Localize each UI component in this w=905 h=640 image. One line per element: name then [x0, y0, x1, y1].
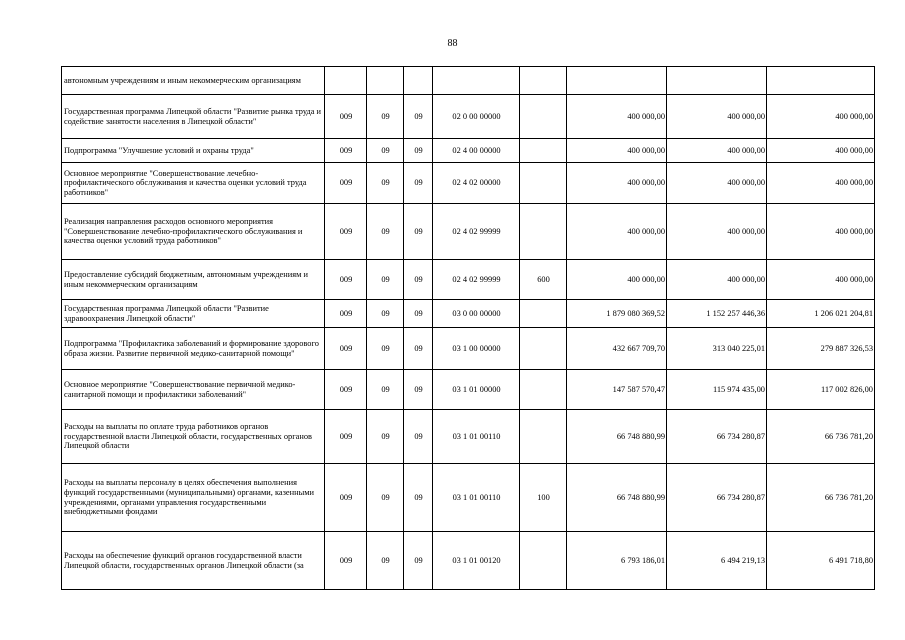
amount-year3-cell: 117 002 826,00 — [767, 370, 875, 410]
amount-year2-cell: 6 494 219,13 — [667, 532, 767, 590]
amount-year3-cell: 66 736 781,20 — [767, 410, 875, 464]
admin-code-cell: 009 — [325, 204, 367, 260]
expense-name-cell: Расходы на выплаты по оплате труда работников органов государственной власти Липецкой области, государственных органов Липецкой области — [62, 410, 325, 464]
expense-name-cell: Основное мероприятие "Совершенствование первичной медико-санитарной помощи и профилактики заболеваний" — [62, 370, 325, 410]
subsection-code-cell: 09 — [404, 328, 433, 370]
section-code-cell: 09 — [367, 95, 404, 139]
target-article-cell: 02 4 02 99999 — [433, 260, 520, 300]
section-code-cell: 09 — [367, 532, 404, 590]
expense-name-cell: Реализация направления расходов основного мероприятия "Совершенствование лечебно-профилактического обслуживания и качества оценки условий труда работников" — [62, 204, 325, 260]
target-article-cell: 03 1 01 00110 — [433, 464, 520, 532]
section-code-cell: 09 — [367, 204, 404, 260]
amount-year1-cell: 6 793 186,01 — [567, 532, 667, 590]
amount-year3-cell: 400 000,00 — [767, 139, 875, 163]
section-code-cell: 09 — [367, 410, 404, 464]
section-code-cell: 09 — [367, 464, 404, 532]
amount-year3-cell: 400 000,00 — [767, 163, 875, 204]
amount-year3-cell: 1 206 021 204,81 — [767, 300, 875, 328]
table-row — [62, 532, 875, 590]
target-article-cell: 02 0 00 00000 — [433, 95, 520, 139]
admin-code-cell: 009 — [325, 139, 367, 163]
target-article-cell: 03 1 01 00110 — [433, 410, 520, 464]
amount-year1-cell — [567, 67, 667, 95]
target-article-cell: 02 4 00 00000 — [433, 139, 520, 163]
subsection-code-cell: 09 — [404, 532, 433, 590]
expense-type-cell — [520, 300, 567, 328]
amount-year1-cell: 400 000,00 — [567, 260, 667, 300]
amount-year3-cell — [767, 67, 875, 95]
amount-year1-cell: 66 748 880,99 — [567, 464, 667, 532]
amount-year3-cell: 400 000,00 — [767, 204, 875, 260]
amount-year1-cell: 400 000,00 — [567, 139, 667, 163]
target-article-cell: 03 1 01 00000 — [433, 370, 520, 410]
expense-type-cell — [520, 95, 567, 139]
expense-name-cell: Государственная программа Липецкой области "Развитие рынка труда и содействие занятости населения в Липецкой области" — [62, 95, 325, 139]
target-article-cell: 03 1 01 00120 — [433, 532, 520, 590]
subsection-code-cell: 09 — [404, 260, 433, 300]
admin-code-cell: 009 — [325, 95, 367, 139]
amount-year3-cell: 6 491 718,80 — [767, 532, 875, 590]
expense-type-cell — [520, 410, 567, 464]
budget-table — [61, 66, 875, 590]
subsection-code-cell: 09 — [404, 370, 433, 410]
table-row — [62, 163, 875, 204]
amount-year2-cell — [667, 67, 767, 95]
expense-type-cell: 600 — [520, 260, 567, 300]
expense-type-cell — [520, 67, 567, 95]
admin-code-cell — [325, 67, 367, 95]
admin-code-cell: 009 — [325, 328, 367, 370]
table-row — [62, 95, 875, 139]
subsection-code-cell: 09 — [404, 300, 433, 328]
table-row — [62, 328, 875, 370]
section-code-cell: 09 — [367, 163, 404, 204]
table-row — [62, 464, 875, 532]
expense-type-cell — [520, 370, 567, 410]
amount-year1-cell: 400 000,00 — [567, 204, 667, 260]
expense-type-cell — [520, 532, 567, 590]
section-code-cell — [367, 67, 404, 95]
expense-type-cell: 100 — [520, 464, 567, 532]
subsection-code-cell: 09 — [404, 95, 433, 139]
expense-name-cell: Государственная программа Липецкой области "Развитие здравоохранения Липецкой области" — [62, 300, 325, 328]
table-row — [62, 370, 875, 410]
target-article-cell: 03 0 00 00000 — [433, 300, 520, 328]
amount-year2-cell: 400 000,00 — [667, 204, 767, 260]
admin-code-cell: 009 — [325, 260, 367, 300]
amount-year2-cell: 66 734 280,87 — [667, 410, 767, 464]
amount-year2-cell: 313 040 225,01 — [667, 328, 767, 370]
amount-year2-cell: 400 000,00 — [667, 260, 767, 300]
amount-year1-cell: 400 000,00 — [567, 95, 667, 139]
target-article-cell: 03 1 00 00000 — [433, 328, 520, 370]
table-row — [62, 260, 875, 300]
expense-name-cell: Расходы на выплаты персоналу в целях обеспечения выполнения функций государственными (муниципальными) органами, казенными учреждениями, органами управления государственными внебюджетными фондами — [62, 464, 325, 532]
amount-year1-cell: 147 587 570,47 — [567, 370, 667, 410]
amount-year3-cell: 66 736 781,20 — [767, 464, 875, 532]
section-code-cell: 09 — [367, 370, 404, 410]
expense-name-cell: Подпрограмма "Профилактика заболеваний и формирование здорового образа жизни. Развитие первичной медико-санитарной помощи" — [62, 328, 325, 370]
table-row — [62, 139, 875, 163]
table-row — [62, 204, 875, 260]
admin-code-cell: 009 — [325, 300, 367, 328]
expense-name-cell: Предоставление субсидий бюджетным, автономным учреждениям и иным некоммерческим организациям — [62, 260, 325, 300]
admin-code-cell: 009 — [325, 532, 367, 590]
admin-code-cell: 009 — [325, 163, 367, 204]
expense-type-cell — [520, 204, 567, 260]
admin-code-cell: 009 — [325, 464, 367, 532]
section-code-cell: 09 — [367, 300, 404, 328]
subsection-code-cell: 09 — [404, 410, 433, 464]
expense-type-cell — [520, 328, 567, 370]
section-code-cell: 09 — [367, 328, 404, 370]
expense-type-cell — [520, 163, 567, 204]
amount-year3-cell: 400 000,00 — [767, 260, 875, 300]
amount-year1-cell: 432 667 709,70 — [567, 328, 667, 370]
expense-name-cell: Подпрограмма "Улучшение условий и охраны труда" — [62, 139, 325, 163]
subsection-code-cell: 09 — [404, 464, 433, 532]
section-code-cell: 09 — [367, 139, 404, 163]
amount-year2-cell: 1 152 257 446,36 — [667, 300, 767, 328]
admin-code-cell: 009 — [325, 410, 367, 464]
amount-year2-cell: 400 000,00 — [667, 95, 767, 139]
section-code-cell: 09 — [367, 260, 404, 300]
table-row — [62, 410, 875, 464]
amount-year3-cell: 279 887 326,53 — [767, 328, 875, 370]
target-article-cell: 02 4 02 99999 — [433, 204, 520, 260]
subsection-code-cell: 09 — [404, 204, 433, 260]
expense-name-cell: Расходы на обеспечение функций органов государственной власти Липецкой области, государственных органов Липецкой области (за — [62, 532, 325, 590]
page-number: 88 — [447, 38, 458, 49]
amount-year2-cell: 115 974 435,00 — [667, 370, 767, 410]
expense-name-cell: автономным учреждениям и иным некоммерческим организациям — [62, 67, 325, 95]
subsection-code-cell: 09 — [404, 163, 433, 204]
subsection-code-cell: 09 — [404, 139, 433, 163]
table-row — [62, 300, 875, 328]
amount-year2-cell: 400 000,00 — [667, 139, 767, 163]
target-article-cell: 02 4 02 00000 — [433, 163, 520, 204]
target-article-cell — [433, 67, 520, 95]
expense-type-cell — [520, 139, 567, 163]
amount-year1-cell: 66 748 880,99 — [567, 410, 667, 464]
amount-year1-cell: 400 000,00 — [567, 163, 667, 204]
admin-code-cell: 009 — [325, 370, 367, 410]
expense-name-cell: Основное мероприятие "Совершенствование лечебно-профилактического обслуживания и качества оценки условий труда работников" — [62, 163, 325, 204]
amount-year3-cell: 400 000,00 — [767, 95, 875, 139]
amount-year2-cell: 400 000,00 — [667, 163, 767, 204]
subsection-code-cell — [404, 67, 433, 95]
amount-year1-cell: 1 879 080 369,52 — [567, 300, 667, 328]
amount-year2-cell: 66 734 280,87 — [667, 464, 767, 532]
budget-table-body — [62, 67, 875, 590]
table-row — [62, 67, 875, 95]
